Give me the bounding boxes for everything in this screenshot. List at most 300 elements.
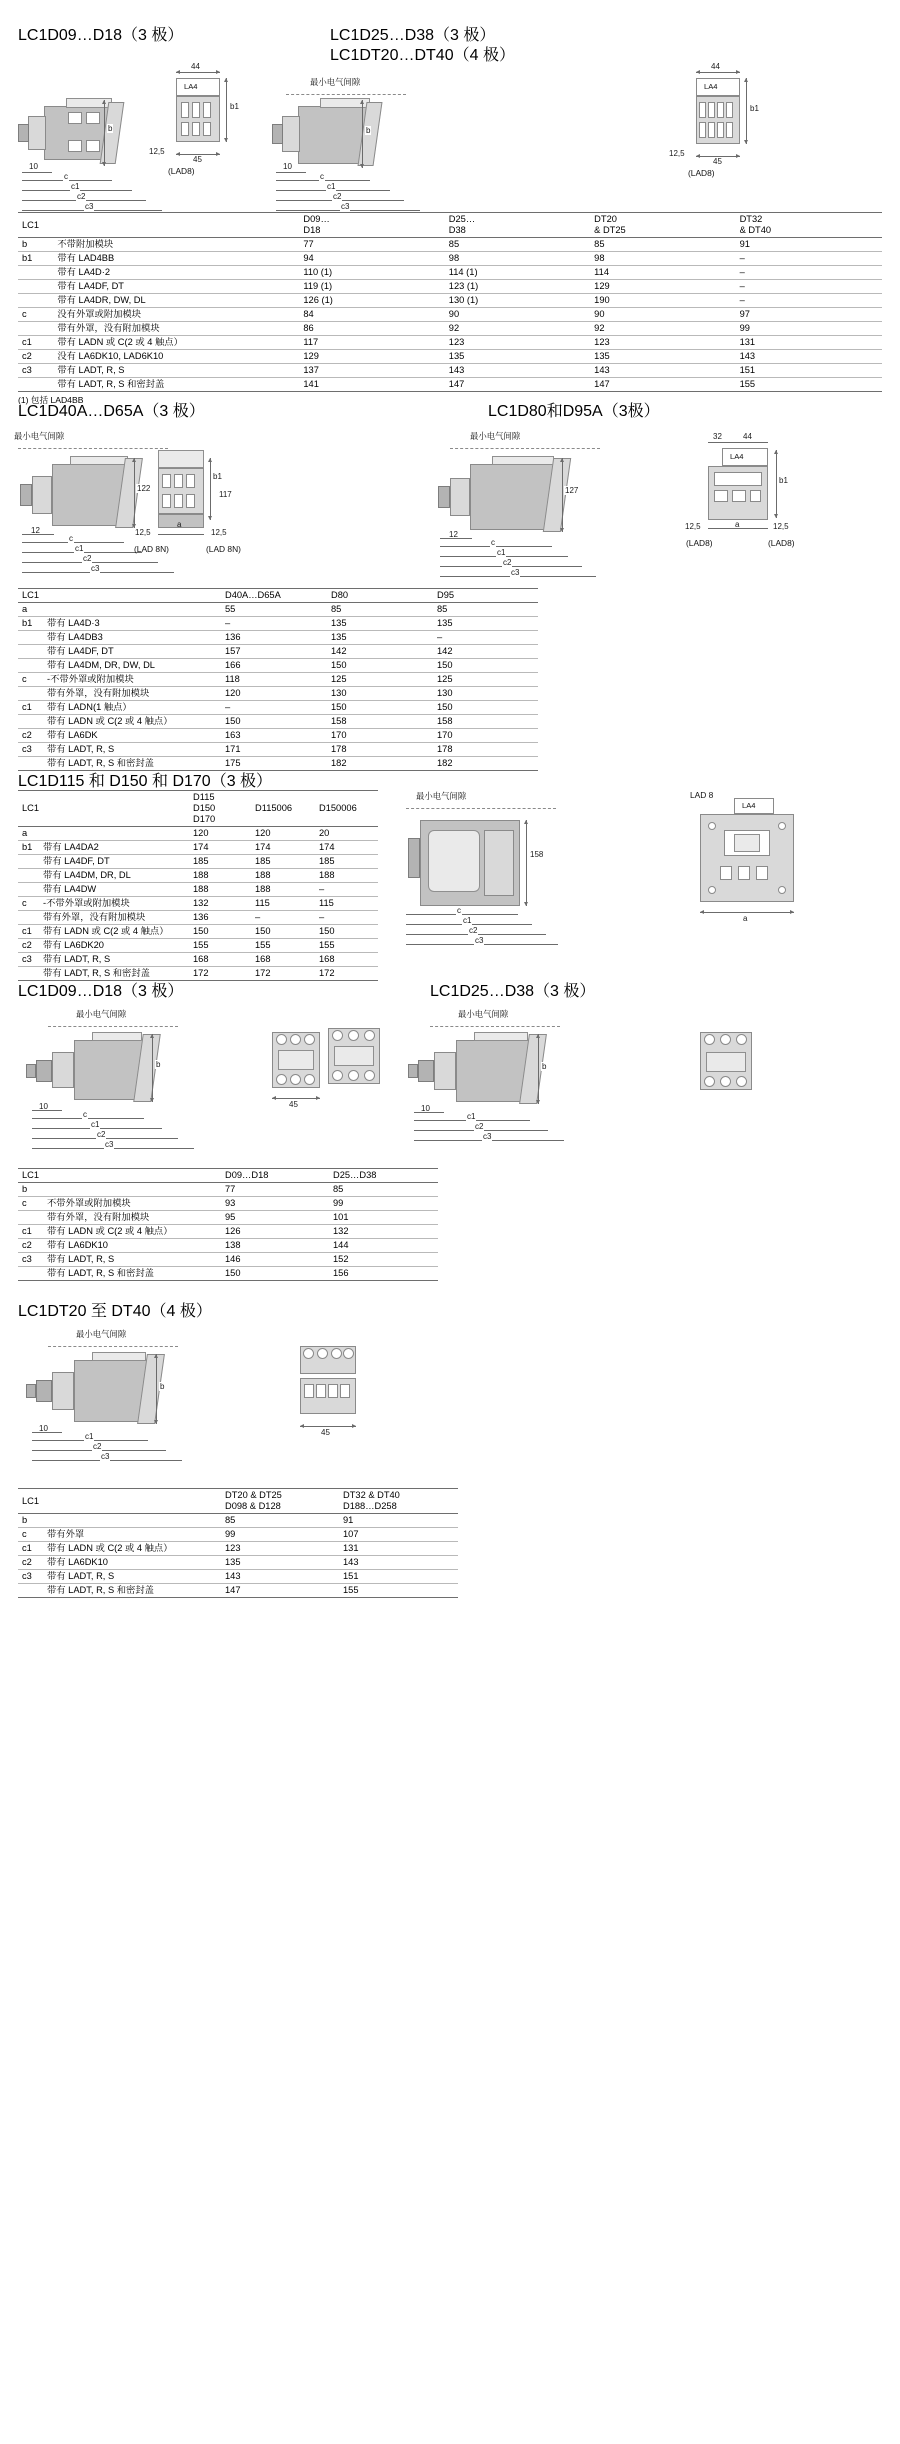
row-value-2: 142 <box>434 645 538 659</box>
dim-10-label-2: 10 <box>283 162 292 171</box>
row-value-2: 168 <box>316 953 378 967</box>
table-4 <box>18 1168 438 1281</box>
dim-c3-label-5: c3 <box>475 936 484 945</box>
row-value-3: 131 <box>737 336 882 350</box>
row-description: 带有 LA4DW <box>40 883 190 897</box>
row-value-0: 150 <box>222 1267 330 1281</box>
row-key <box>18 322 54 336</box>
table-header-row <box>18 1169 438 1183</box>
row-value-0: 163 <box>222 729 328 743</box>
row-key: c1 <box>18 1542 44 1556</box>
dim-45-label-3: 45 <box>289 1100 298 1109</box>
row-value-1: 91 <box>340 1514 458 1528</box>
dim-b-label-4: b <box>542 1062 547 1071</box>
section-4-title-right: LC1D25…D38（3 极） <box>430 983 596 1000</box>
dim-c2-label-7: c2 <box>475 1122 484 1131</box>
row-value-2: 114 <box>591 266 736 280</box>
dim-b1-label-2: b1 <box>750 104 759 113</box>
drawing-d115-d170-side <box>400 790 640 950</box>
dim-45-label-2: 45 <box>713 157 722 166</box>
row-key: c3 <box>18 364 54 378</box>
row-value-0: – <box>222 701 328 715</box>
row-value-1: 188 <box>252 883 316 897</box>
table-row <box>18 673 538 687</box>
table-header-col-1: D25… D38 <box>446 213 591 238</box>
row-value-2: 135 <box>434 617 538 631</box>
row-key: a <box>18 827 40 841</box>
row-key: b <box>18 1183 44 1197</box>
row-value-1: 135 <box>328 617 434 631</box>
row-value-1: 92 <box>446 322 591 336</box>
dim-b1-label-4: b1 <box>779 476 788 485</box>
row-value-3: 97 <box>737 308 882 322</box>
row-key <box>18 883 40 897</box>
table-header-col-1: DT32 & DT40 D188…D258 <box>340 1489 458 1514</box>
table-row <box>18 631 538 645</box>
dim-c3-label-6: c3 <box>105 1140 114 1149</box>
dim-125-label-6: 12,5 <box>773 522 789 531</box>
row-value-1: 107 <box>340 1528 458 1542</box>
drawing-s5-dt20-dt40 <box>8 1328 328 1478</box>
drawing-d80-d95a-front <box>685 428 870 578</box>
row-value-0: 55 <box>222 603 328 617</box>
dim-c-label-5: c <box>457 906 461 915</box>
dim-10-label: 10 <box>29 162 38 171</box>
row-value-2: – <box>434 631 538 645</box>
row-description: 带有 LA6DK10 <box>44 1239 222 1253</box>
row-description: 带有 LA4DM, DR, DL <box>40 869 190 883</box>
row-value-1: 150 <box>328 659 434 673</box>
table-1-note: (1) 包括 LAD4BB <box>18 395 84 405</box>
row-description: 带有外罩，没有附加模块 <box>40 911 190 925</box>
table-header-col-0: D115 D150 D170 <box>190 791 252 827</box>
row-value-2: 155 <box>316 939 378 953</box>
dim-125-label-5: 12,5 <box>685 522 701 531</box>
row-value-0: 175 <box>222 757 328 771</box>
row-key <box>18 855 40 869</box>
row-key: c3 <box>18 953 40 967</box>
row-value-0: 84 <box>300 308 445 322</box>
table-header-lc1: LC1 <box>18 1489 222 1514</box>
dim-c2-label-6: c2 <box>97 1130 106 1139</box>
table-5 <box>18 1488 458 1598</box>
table-row <box>18 743 538 757</box>
row-key: c <box>18 308 54 322</box>
row-value-1: 168 <box>252 953 316 967</box>
row-key <box>18 280 54 294</box>
table-3-wrap <box>18 790 378 981</box>
dim-c-label: c <box>64 172 68 181</box>
row-value-1: 131 <box>340 1542 458 1556</box>
table-header-row <box>18 213 882 238</box>
table-row <box>18 1225 438 1239</box>
row-description: 带有 LA4DF, DT <box>40 855 190 869</box>
row-key: b1 <box>18 617 44 631</box>
dim-44-label: 44 <box>191 62 200 71</box>
dim-c3-label-2: c3 <box>341 202 350 211</box>
table-row <box>18 715 538 729</box>
row-description: 带有 LADT, R, S 和密封盖 <box>44 1584 222 1598</box>
min-clearance-6: 最小电气间隙 <box>458 1009 509 1019</box>
row-key <box>18 294 54 308</box>
dim-c2-label: c2 <box>77 192 86 201</box>
row-value-0: 172 <box>190 967 252 981</box>
dim-c2-label-4: c2 <box>503 558 512 567</box>
row-value-2: 85 <box>591 238 736 252</box>
row-value-0: 123 <box>222 1542 340 1556</box>
row-value-1: 142 <box>328 645 434 659</box>
row-value-1: 144 <box>330 1239 438 1253</box>
row-value-1: 143 <box>340 1556 458 1570</box>
table-4-wrap <box>18 1168 438 1281</box>
row-value-2: 90 <box>591 308 736 322</box>
drawing-d25-d38-side <box>262 68 562 211</box>
row-value-2: 190 <box>591 294 736 308</box>
row-value-0: 117 <box>300 336 445 350</box>
dim-c1-label-2: c1 <box>327 182 336 191</box>
row-description: 带有 LA4D·2 <box>54 266 300 280</box>
table-row <box>18 1570 458 1584</box>
row-key <box>18 1211 44 1225</box>
row-value-1: 151 <box>340 1570 458 1584</box>
table-row <box>18 1584 458 1598</box>
row-description: 带有 LAD4BB <box>54 252 300 266</box>
row-key <box>18 715 44 729</box>
row-value-1: 147 <box>446 378 591 392</box>
table-1 <box>18 212 882 392</box>
row-value-1: 132 <box>330 1225 438 1239</box>
row-description: 不带外罩或附加模块 <box>44 1197 222 1211</box>
row-value-0: 150 <box>222 715 328 729</box>
row-key: c <box>18 1528 44 1542</box>
row-key: c1 <box>18 925 40 939</box>
lad8-caption: (LAD8) <box>168 166 195 176</box>
table-header-col-1: D25…D38 <box>330 1169 438 1183</box>
row-description: 带有 LADN 或 C(2 或 4 触点） <box>44 1225 222 1239</box>
dim-158-label: 158 <box>530 850 544 859</box>
table-header-row <box>18 589 538 603</box>
row-description <box>44 1183 222 1197</box>
table-row <box>18 617 538 631</box>
dim-c1-label-5: c1 <box>463 916 472 925</box>
la4-label-4: LA4 <box>742 801 756 810</box>
table-row <box>18 1542 458 1556</box>
dim-10-label-4: 10 <box>421 1104 430 1113</box>
row-key: c1 <box>18 1225 44 1239</box>
table-row <box>18 1514 458 1528</box>
row-key: b <box>18 238 54 252</box>
row-key: c2 <box>18 1239 44 1253</box>
section-1-title-left: LC1D09…D18（3 极） <box>18 27 184 44</box>
dim-b-label-3: b <box>156 1060 161 1069</box>
dim-117-label: 117 <box>219 490 232 499</box>
row-value-0: – <box>222 617 328 631</box>
table-row <box>18 294 882 308</box>
dim-b-label-5: b <box>160 1382 165 1391</box>
row-value-1: 130 <box>328 687 434 701</box>
row-key <box>18 869 40 883</box>
row-key: c <box>18 897 40 911</box>
row-description <box>44 1514 222 1528</box>
row-value-0: 126 <box>222 1225 330 1239</box>
dim-c-label-3: c <box>69 534 73 543</box>
row-description: 带有 LADN(1 触点） <box>44 701 222 715</box>
table-row <box>18 687 538 701</box>
lad8n-caption-2: (LAD 8N) <box>206 544 241 554</box>
row-key: c2 <box>18 939 40 953</box>
table-row <box>18 238 882 252</box>
table-row <box>18 953 378 967</box>
dim-c3-label-8: c3 <box>101 1452 110 1461</box>
row-key <box>18 911 40 925</box>
row-value-0: 95 <box>222 1211 330 1225</box>
dim-c2-label-2: c2 <box>333 192 342 201</box>
row-value-0: 86 <box>300 322 445 336</box>
table-row <box>18 252 882 266</box>
table-header-row <box>18 1489 458 1514</box>
row-key <box>18 645 44 659</box>
row-value-0: 120 <box>190 827 252 841</box>
row-value-1: 150 <box>252 925 316 939</box>
row-value-1: 185 <box>252 855 316 869</box>
row-value-2: 130 <box>434 687 538 701</box>
row-value-3: 99 <box>737 322 882 336</box>
row-description: 带有 LA6DK20 <box>40 939 190 953</box>
row-value-1: 178 <box>328 743 434 757</box>
lad8-caption-3: (LAD8) <box>686 538 713 548</box>
row-value-1: 182 <box>328 757 434 771</box>
drawing-s4-d25-d38-front <box>690 1008 810 1128</box>
dim-c1-label-7: c1 <box>467 1112 476 1121</box>
section-5-title: LC1DT20 至 DT40（4 极） <box>18 1303 212 1320</box>
dim-c1-label-3: c1 <box>75 544 84 553</box>
row-value-3: 143 <box>737 350 882 364</box>
table-header-lc1: LC1 <box>18 589 222 603</box>
row-description: 带有 LADN 或 C(2 或 4 触点） <box>54 336 300 350</box>
row-value-1: 150 <box>328 701 434 715</box>
row-key: c <box>18 673 44 687</box>
row-value-1: 85 <box>328 603 434 617</box>
row-description: 带有 LADT, R, S <box>44 1570 222 1584</box>
row-key <box>18 687 44 701</box>
dim-c1-label-6: c1 <box>91 1120 100 1129</box>
row-value-0: 93 <box>222 1197 330 1211</box>
row-key <box>18 659 44 673</box>
table-row <box>18 336 882 350</box>
row-key: c2 <box>18 1556 44 1570</box>
row-description: 带有 LADT, R, S 和密封盖 <box>44 1267 222 1281</box>
drawing-d80-d95a-side <box>430 428 670 578</box>
dim-c-label-4: c <box>491 538 495 547</box>
table-header-lc1: LC1 <box>18 791 190 827</box>
la4-label-2: LA4 <box>704 82 718 91</box>
row-value-1: 135 <box>446 350 591 364</box>
dim-b-label: b <box>108 124 113 133</box>
row-key: c1 <box>18 336 54 350</box>
row-value-1: 85 <box>446 238 591 252</box>
table-row <box>18 1267 438 1281</box>
row-value-2: 172 <box>316 967 378 981</box>
row-value-0: 143 <box>222 1570 340 1584</box>
row-key: c2 <box>18 729 44 743</box>
la4-label-3: LA4 <box>730 452 744 461</box>
row-value-0: 138 <box>222 1239 330 1253</box>
section-2-title-right: LC1D80和D95A（3极） <box>488 403 660 420</box>
row-value-0: 99 <box>222 1528 340 1542</box>
row-value-0: 188 <box>190 883 252 897</box>
row-value-1: 135 <box>328 631 434 645</box>
min-clearance-2: 最小电气间隙 <box>14 431 65 441</box>
dim-b1-label-3: b1 <box>213 472 222 481</box>
table-row <box>18 1253 438 1267</box>
row-value-2: 182 <box>434 757 538 771</box>
dim-10-label-3: 10 <box>39 1102 48 1111</box>
table-row <box>18 869 378 883</box>
row-description: 带有 LADT, R, S 和密封盖 <box>44 757 222 771</box>
min-clearance-7: 最小电气间隙 <box>76 1329 127 1339</box>
row-value-0: 150 <box>190 925 252 939</box>
row-value-1: 99 <box>330 1197 438 1211</box>
row-value-0: 126 (1) <box>300 294 445 308</box>
section-1-title-right-2: LC1DT20…DT40（4 极） <box>330 47 515 64</box>
dim-b1-label: b1 <box>230 102 239 111</box>
row-value-0: 188 <box>190 869 252 883</box>
row-value-0: 118 <box>222 673 328 687</box>
row-value-3: 155 <box>737 378 882 392</box>
row-key <box>18 1584 44 1598</box>
dim-44-label-3: 44 <box>743 432 752 441</box>
dim-a-label: a <box>177 520 182 529</box>
dim-125-label-3: 12,5 <box>135 528 151 537</box>
row-value-1: 174 <box>252 841 316 855</box>
table-row <box>18 1528 458 1542</box>
row-value-3: – <box>737 252 882 266</box>
row-key: a <box>18 603 44 617</box>
row-description: 带有 LA4DR, DW, DL <box>54 294 300 308</box>
section-3-title: LC1D115 和 D150 和 D170（3 极） <box>18 773 273 790</box>
row-description: 带有 LADN 或 C(2 或 4 触点） <box>40 925 190 939</box>
row-value-2: 115 <box>316 897 378 911</box>
row-value-0: 174 <box>190 841 252 855</box>
min-clearance-4: 最小电气间隙 <box>416 791 467 801</box>
row-value-1: 114 (1) <box>446 266 591 280</box>
row-value-2: 185 <box>316 855 378 869</box>
row-description: 带有外罩，没有附加模块 <box>54 322 300 336</box>
row-value-3: – <box>737 280 882 294</box>
row-value-2: 92 <box>591 322 736 336</box>
row-value-0: 85 <box>222 1514 340 1528</box>
row-value-1: 123 <box>446 336 591 350</box>
table-row <box>18 659 538 673</box>
table-row <box>18 701 538 715</box>
table-header-col-2: D150006 <box>316 791 378 827</box>
row-description <box>44 603 222 617</box>
table-row <box>18 1197 438 1211</box>
row-value-1: 170 <box>328 729 434 743</box>
row-value-2: 129 <box>591 280 736 294</box>
dim-125-label: 12,5 <box>149 147 165 156</box>
dim-44-label-2: 44 <box>711 62 720 71</box>
row-value-2: 85 <box>434 603 538 617</box>
row-key <box>18 378 54 392</box>
row-value-0: 120 <box>222 687 328 701</box>
dim-c3-label: c3 <box>85 202 94 211</box>
row-description: 带有 LA6DK10 <box>44 1556 222 1570</box>
row-value-2: 178 <box>434 743 538 757</box>
row-description: 带有 LADT, R, S <box>40 953 190 967</box>
table-row <box>18 364 882 378</box>
row-value-1: 85 <box>330 1183 438 1197</box>
table-row <box>18 378 882 392</box>
row-value-2: 150 <box>434 659 538 673</box>
row-description: -不带外罩或附加模块 <box>40 897 190 911</box>
table-header-col-0: D40A…D65A <box>222 589 328 603</box>
drawing-dt20-dt40-front <box>669 62 830 178</box>
dim-c-label-6: c <box>83 1110 87 1119</box>
table-row <box>18 939 378 953</box>
dim-c2-label-3: c2 <box>83 554 92 563</box>
table-row <box>18 827 378 841</box>
row-value-1: 120 <box>252 827 316 841</box>
row-key: b1 <box>18 252 54 266</box>
row-value-1: 155 <box>340 1584 458 1598</box>
row-value-0: 141 <box>300 378 445 392</box>
row-value-0: 147 <box>222 1584 340 1598</box>
table-row <box>18 883 378 897</box>
table-row <box>18 841 378 855</box>
drawing-s4-aux-front <box>318 1008 438 1128</box>
table-row <box>18 1211 438 1225</box>
row-key: c3 <box>18 1570 44 1584</box>
row-value-0: 135 <box>222 1556 340 1570</box>
drawing-s5-front <box>290 1328 420 1458</box>
row-description: 带有 LADT, R, S <box>44 1253 222 1267</box>
min-clearance-1: 最小电气间隙 <box>310 77 361 87</box>
row-value-1: 172 <box>252 967 316 981</box>
row-value-0: 146 <box>222 1253 330 1267</box>
row-value-1: 158 <box>328 715 434 729</box>
lad8n-caption-1: (LAD 8N) <box>134 544 169 554</box>
table-5-wrap <box>18 1488 458 1598</box>
table-header-col-1: D80 <box>328 589 434 603</box>
row-key: c <box>18 1197 44 1211</box>
row-value-2: 143 <box>591 364 736 378</box>
la4-label: LA4 <box>184 82 198 91</box>
row-key: c2 <box>18 350 54 364</box>
dim-b-label-2: b <box>366 126 371 135</box>
row-value-2: 150 <box>434 701 538 715</box>
row-value-0: 119 (1) <box>300 280 445 294</box>
row-value-3: – <box>737 294 882 308</box>
min-clearance-3: 最小电气间隙 <box>470 431 521 441</box>
row-value-3: 151 <box>737 364 882 378</box>
row-value-1: 90 <box>446 308 591 322</box>
section-2-title-left: LC1D40A…D65A（3 极） <box>18 403 205 420</box>
dim-c1-label-4: c1 <box>497 548 506 557</box>
row-value-0: 77 <box>300 238 445 252</box>
row-description: 带有外罩，没有附加模块 <box>44 687 222 701</box>
row-value-0: 110 (1) <box>300 266 445 280</box>
table-row <box>18 855 378 869</box>
row-value-2: 174 <box>316 841 378 855</box>
table-2 <box>18 588 538 771</box>
dim-c2-label-8: c2 <box>93 1442 102 1451</box>
row-description: 带有 LA4DM, DR, DW, DL <box>44 659 222 673</box>
dim-c-label-2: c <box>320 172 324 181</box>
row-value-0: 132 <box>190 897 252 911</box>
row-description <box>40 827 190 841</box>
table-row <box>18 308 882 322</box>
